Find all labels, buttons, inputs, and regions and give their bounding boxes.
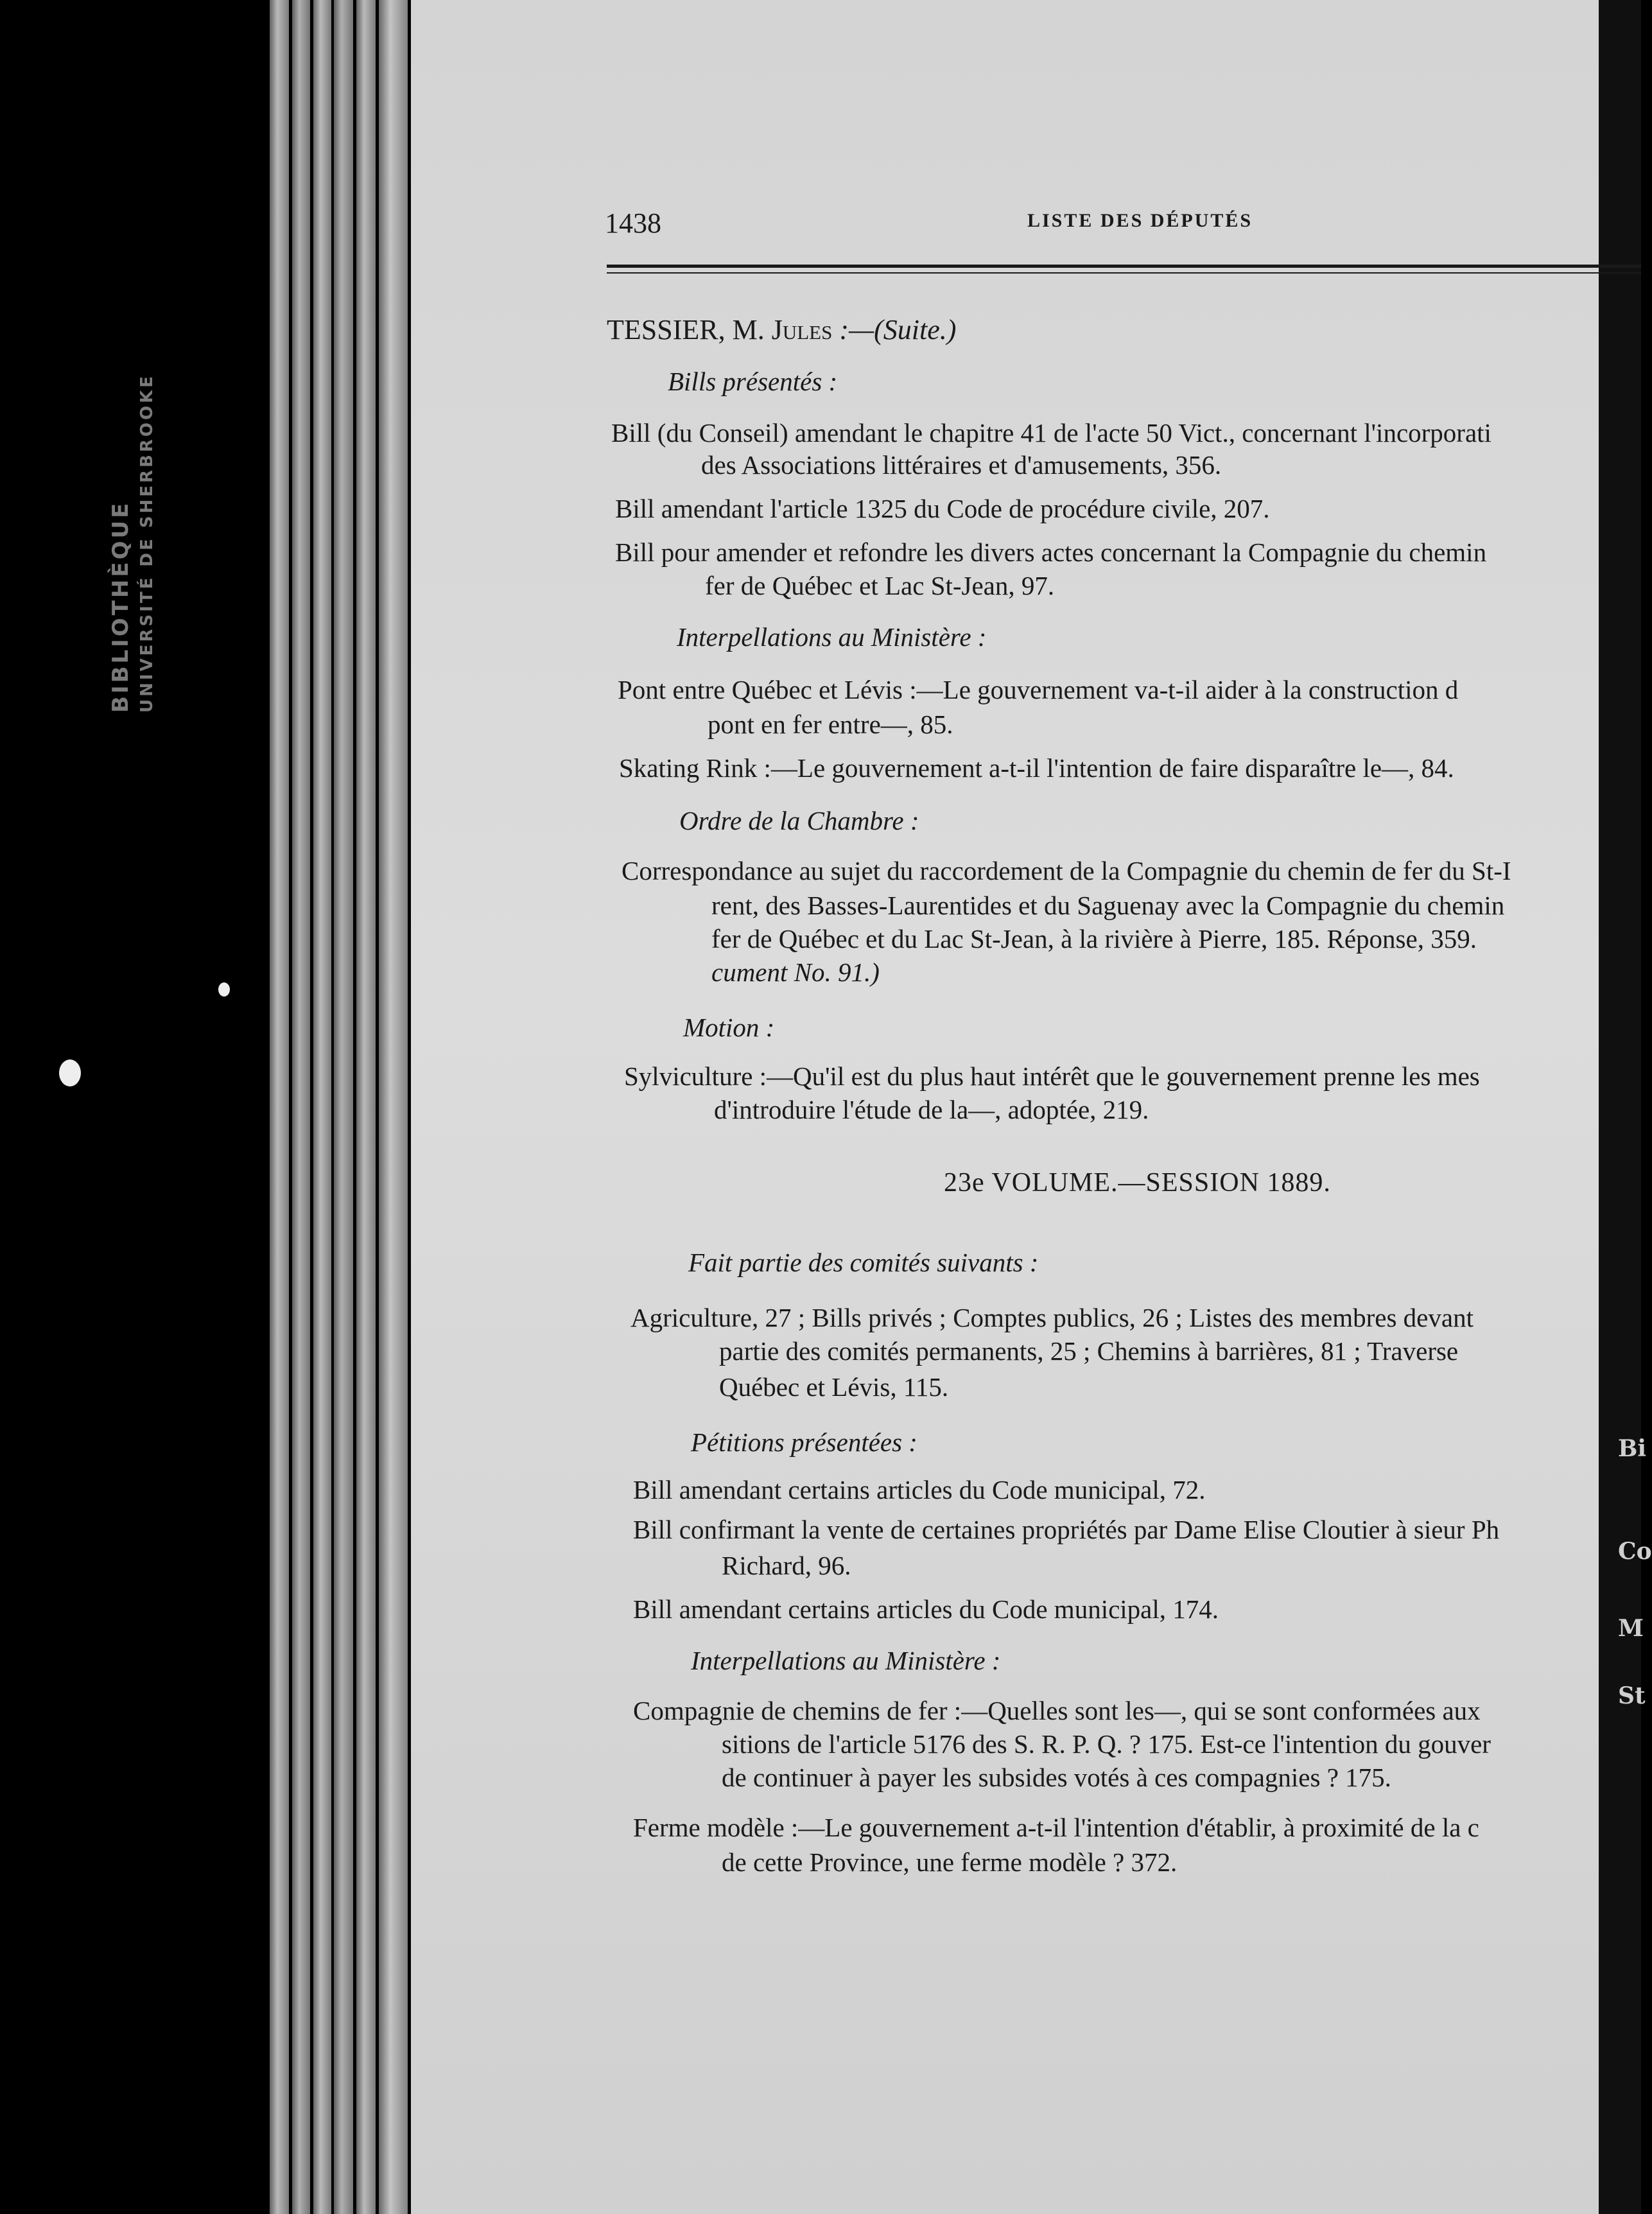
entry-line: de cette Province, une ferme modèle ? 372. xyxy=(722,1847,1178,1877)
section-heading: Interpellations au Ministère : xyxy=(691,1646,1001,1675)
entry-line: sitions de l'article 5176 des S. R. P. Q. ? 175. Est-ce l'intention du gouver xyxy=(722,1729,1491,1759)
entry-line: Richard, 96. xyxy=(722,1551,851,1580)
neighbor-fragment: M xyxy=(1618,1615,1644,1642)
entry-line: Bill (du Conseil) amendant le chapitre 41 de l'acte 50 Vict., concernant l'incorporati xyxy=(611,418,1491,448)
entry-heading xyxy=(607,315,956,345)
section-heading: Fait partie des comités suivants : xyxy=(688,1248,1039,1277)
section-heading: Pétitions présentées : xyxy=(691,1427,917,1457)
entry-line: Skating Rink :—Le gouvernement a-t-il l'intention de faire disparaître le—, 84. xyxy=(619,753,1454,783)
entry-line: cument No. 91.) xyxy=(711,957,880,987)
page-number: 1438 xyxy=(605,207,661,239)
header-rule-thin xyxy=(607,272,1641,274)
section-heading: Bills présentés : xyxy=(668,367,838,396)
entry-line: Compagnie de chemins de fer :—Quelles sont les—, qui se sont conformées aux xyxy=(633,1696,1481,1725)
entry-line: fer de Québec et Lac St-Jean, 97. xyxy=(705,571,1055,600)
section-heading: Ordre de la Chambre : xyxy=(679,806,919,835)
entry-line: pont en fer entre—, 85. xyxy=(708,710,953,739)
entry-line: Bill confirmant la vente de certaines propriétés par Dame Elise Cloutier à sieur Ph xyxy=(633,1515,1500,1544)
entry-line: rent, des Basses-Laurentides et du Saguenay avec la Compagnie du chemin xyxy=(711,891,1505,920)
entry-line: Bill pour amender et refondre les divers actes concernant la Compagnie du chemin xyxy=(615,537,1487,567)
section-heading: Motion : xyxy=(683,1013,775,1042)
entry-line: Ferme modèle :—Le gouvernement a-t-il l'intention d'établir, à proximité de la c xyxy=(633,1813,1479,1842)
entry-line: Bill amendant certains articles du Code municipal, 72. xyxy=(633,1475,1206,1504)
neighbor-page xyxy=(1599,0,1652,2214)
entry-line: Pont entre Québec et Lévis :—Le gouvernement va-t-il aider à la construction d xyxy=(618,675,1459,704)
entry-line: Sylviculture :—Qu'il est du plus haut intérêt que le gouvernement prenne les mes xyxy=(624,1061,1480,1091)
entry-line: fer de Québec et du Lac St-Jean, à la rivière à Pierre, 185. Réponse, 359. xyxy=(711,924,1477,954)
running-title: LISTE DES DÉPUTÉS xyxy=(1027,210,1253,231)
entry-line: Bill amendant l'article 1325 du Code de procédure civile, 207. xyxy=(615,494,1270,523)
neighbor-fragment: Bi xyxy=(1618,1435,1647,1462)
entry-given-name: Jules xyxy=(771,314,833,345)
neighbor-fragment: Co xyxy=(1618,1538,1652,1565)
entry-line: Agriculture, 27 ; Bills privés ; Comptes publics, 26 ; Listes des membres devant xyxy=(630,1303,1474,1332)
dust-speck xyxy=(59,1059,81,1086)
entry-continuation: :—(Suite.) xyxy=(839,314,957,345)
page-edge xyxy=(334,0,353,2214)
entry-line: de continuer à payer les subsides votés à ces compagnies ? 175. xyxy=(722,1763,1391,1792)
page-edge xyxy=(313,0,331,2214)
entry-line: Québec et Lévis, 115. xyxy=(719,1372,949,1402)
page-edge xyxy=(292,0,310,2214)
page-edge xyxy=(356,0,376,2214)
entry-line: des Associations littéraires et d'amusements, 356. xyxy=(701,450,1222,480)
neighbor-fragment: St xyxy=(1618,1682,1646,1709)
entry-line: d'introduire l'étude de la—, adoptée, 219. xyxy=(714,1095,1149,1124)
entry-line: partie des comités permanents, 25 ; Chemins à barrières, 81 ; Traverse xyxy=(719,1336,1459,1366)
entry-surname: TESSIER, M. xyxy=(607,314,765,345)
page-edge xyxy=(379,0,408,2214)
section-heading: Interpellations au Ministère : xyxy=(677,622,987,652)
header-rule xyxy=(607,265,1641,268)
entry-line: Bill amendant certains articles du Code municipal, 174. xyxy=(633,1594,1219,1624)
library-stamp: BIBLIOTHÈQUE UNIVERSITÉ DE SHERBROOKE xyxy=(108,373,157,713)
dust-speck xyxy=(218,982,230,997)
volume-heading: 23e VOLUME.—SESSION 1889. xyxy=(944,1168,1331,1198)
page-edge xyxy=(270,0,289,2214)
entry-line: Correspondance au sujet du raccordement de la Compagnie du chemin de fer du St-I xyxy=(622,856,1511,885)
